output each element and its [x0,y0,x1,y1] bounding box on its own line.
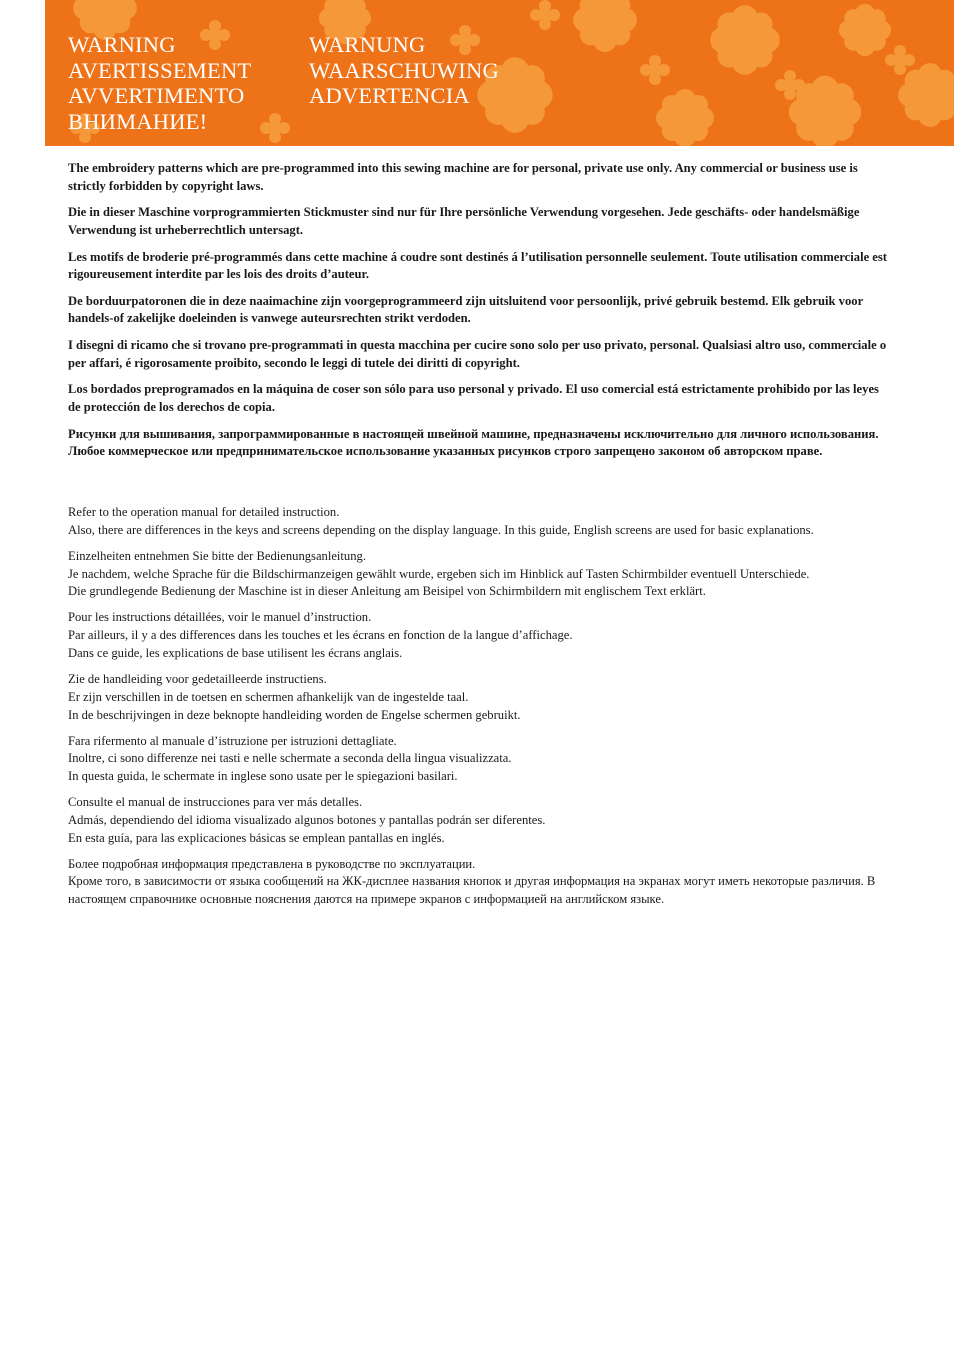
instruction-line: Dans ce guide, les explications de base utilisent les écrans anglais. [68,645,403,660]
instruction-line: Admás, dependiendo del idioma visualizado algunos botones y pantallas podrán ser diferentes. [68,812,546,827]
instruction-group-en [68,504,888,540]
instruction-notes [68,504,888,917]
warning-paragraph-de: Die in dieser Maschine vorprogrammierten Stickmuster sind nur für Ihre persönliche Verwendung vorgesehen. Jede geschäfts- oder handelsmäßige Verwendung ist urheberrechtlich untersagt. [68,205,860,237]
instruction-group-nl [68,671,888,724]
title-warnung: WARNUNG [309,32,426,57]
titles-right-column [309,32,499,134]
title-avvertimento: AVVERTIMENTO [68,83,245,108]
instruction-line: Zie de handleiding voor gedetailleerde instructiens. [68,671,327,686]
instruction-group-fr [68,609,888,662]
instruction-line: Par ailleurs, il y a des differences dans les touches et les écrans en fonction de la langue d’affichage. [68,628,573,643]
titles-left-column [68,32,276,134]
warning-paragraph-nl: De borduurpatoronen die in deze naaimachine zijn voorgeprogrammeerd zijn uitsluitend voor persoonlijk, privé gebruik bestemd. Elk gebruik voor handels-of zakelijke doeleinden is vanwege auteursrechten strikt verdoden. [68,293,863,326]
instruction-group-it [68,733,888,786]
warning-banner [45,0,954,146]
title-avertissement: AVERTISSEMENT [68,57,252,83]
instruction-line: Inoltre, ci sono differenze nei tasti e nelle schermate a seconda della lingua visualizzata. [68,751,512,766]
instruction-line: In de beschrijvingen in deze beknopte handleiding worden de Engelse schermen gebruikt. [68,707,521,722]
instruction-line: Die grundlegende Bedienung der Maschine ist in dieser Anleitung am Beisipel von Schirmbildern mit englischem Text erklärt. [68,584,706,599]
banner-titles [68,32,499,134]
warning-paragraph-ru: Рисунки для вышивания, запрограммированные в настоящей швейной машине, предназначены исключительно для личного использования. Любое коммерческое или предпринимательское использование указанных рисунков строго запрещено законом об авторском праве. [68,426,879,459]
instruction-line: Consulte el manual de instrucciones para ver más detalles. [68,795,363,810]
instruction-line: In questa guida, le schermate in inglese sono usate per le spiegazioni basilari. [68,769,458,784]
warning-paragraph-it: I disegni di ricamo che si trovano pre-programmati in questa macchina per cucire sono solo per uso privato, personal. Qualsiasi altro uso, commerciale o per affari, é rigorosamente proibito, secondo le leggi di tutele dei diritti di copyright. [68,338,887,370]
instruction-line: En esta guía, para las explicaciones básicas se emplean pantallas en inglés. [68,830,445,845]
instruction-line: Refer to the operation manual for detailed instruction. [68,505,340,519]
warning-paragraph-en: The embroidery patterns which are pre-programmed into this sewing machine are for personal, private use only. Any commercial or business use is strictly forbidden by copyright laws. [68,161,858,193]
warning-paragraph-fr: Les motifs de broderie pré-programmés dans cette machine á coudre sont destinés á l’utilisation personnelle seulement. Toute utilisation commerciale est rigoureusement interdite par les lois des droits d’auteur. [68,249,887,282]
instruction-line: Pour les instructions détaillées, voir le manuel d’instruction. [68,610,372,625]
instruction-line: Also, there are differences in the keys and screens depending on the display language. In this guide, English screens are used for basic explanations. [68,522,814,537]
instruction-group-es [68,794,888,847]
instruction-line: Je nachdem, welche Sprache für die Bildschirmanzeigen gewählt wurde, ergeben sich im Hinblick auf Tasten Schirmbilder eventuell Unterschiede. [68,566,810,581]
instruction-group-ru [68,856,888,909]
title-waarschuwing: WAARSCHUWING [309,57,499,83]
instruction-line: Кроме того, в зависимости от языка сообщений на ЖК-дисплее названия кнопок и другая информация на экранах могут иметь некоторые различия. В настоящем справочнике основные пояснения даются на примере экранов с информацией на английском языке. [68,874,876,907]
instruction-line: Er zijn verschillen in de toetsen en schermen afhankelijk van de ingestelde taal. [68,689,469,704]
title-advertencia: ADVERTENCIA [309,83,470,108]
title-vnimanie: ВНИМАНИЕ! [68,108,208,134]
instruction-line: Fara rifermento al manuale d’istruzione per istruzioni dettagliate. [68,733,397,748]
instruction-line: Более подробная информация представлена в руководстве по эксплуатации. [68,856,476,871]
copyright-warnings [68,160,888,470]
warning-paragraph-es: Los bordados preprogramados en la máquina de coser son sólo para uso personal y privado. El uso comercial está estrictamente prohibido por las leyes de protección de los derechos de copia. [68,382,879,414]
instruction-group-de [68,548,888,601]
title-warning: WARNING [68,32,176,57]
instruction-line: Einzelheiten entnehmen Sie bitte der Bedienungsanleitung. [68,548,366,563]
